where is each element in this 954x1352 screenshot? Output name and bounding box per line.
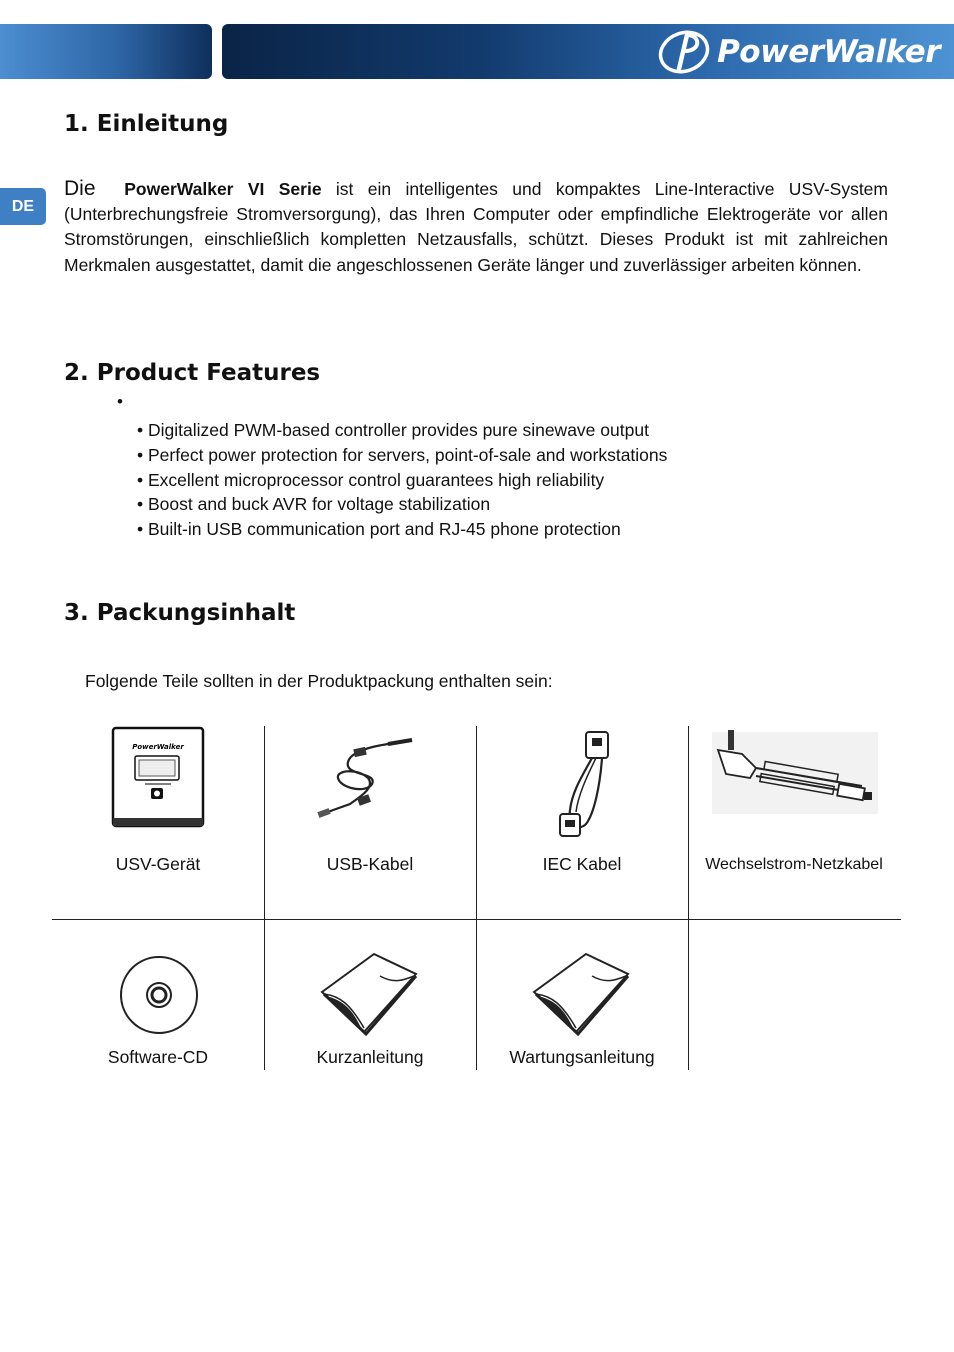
intro-lead-word: Die — [64, 177, 96, 200]
section-heading-features: 2. Product Features — [64, 360, 321, 386]
section-heading-packungsinhalt: 3. Packungsinhalt — [64, 600, 296, 626]
package-item-maintenance-guide — [476, 920, 688, 1070]
ac-power-cord-icon — [712, 728, 878, 816]
package-item-label: Wartungsanleitung — [509, 1047, 655, 1067]
package-item-iec-cable — [476, 726, 688, 919]
feature-item: • Digitalized PWM-based controller provides pure sinewave output — [137, 420, 649, 440]
product-name: PowerWalker VI Serie — [124, 179, 322, 199]
header-band-left — [0, 24, 212, 79]
package-item-ac-power-cord — [688, 726, 900, 919]
svg-text:PowerWalker: PowerWalker — [132, 743, 184, 751]
ups-unit-icon — [111, 726, 205, 828]
intro-text: ist ein intelligentes und kompaktes Line-Interactive USV-System (Unterbrechungsfreie Stromversorgung), das Ihren Computer oder empfindliche Elektrogeräte vor allen Stromstörungen, einschließlich kompletten Netzausfalls, schützt. Dieses Produkt ist mit zahlreichen Merkmalen ausgestattet, damit die angeschlossenen Geräte länger und zuverlässiger arbeiten können. — [64, 179, 888, 275]
intro-paragraph — [64, 176, 888, 278]
section-heading-einleitung: 1. Einleitung — [64, 111, 229, 137]
brand-logo — [657, 28, 940, 76]
language-tab: DE — [0, 188, 46, 225]
powerwalker-logo-icon — [657, 29, 711, 75]
package-item-software-cd — [52, 920, 264, 1070]
package-item-quick-guide — [264, 920, 476, 1070]
empty-bullet: • — [117, 392, 123, 411]
feature-item: • Perfect power protection for servers, point-of-sale and workstations — [137, 444, 668, 465]
package-intro: Folgende Teile sollten in der Produktpackung enthalten sein: — [85, 671, 553, 691]
package-item-label: IEC Kabel — [542, 854, 622, 874]
package-item-label: Kurzanleitung — [316, 1047, 424, 1067]
feature-item: • Built-in USB communication port and RJ-45 phone protection — [137, 519, 621, 540]
usb-cable-icon — [314, 732, 418, 818]
package-item-ups — [52, 726, 264, 919]
booklet-icon — [532, 952, 632, 1036]
booklet-icon — [320, 952, 420, 1036]
iec-cable-icon — [552, 726, 614, 840]
feature-item: • Boost and buck AVR for voltage stabilization — [137, 494, 491, 515]
package-item-label: Wechselstrom-Netzkabel — [705, 856, 883, 873]
package-item-label: Software-CD — [107, 1047, 209, 1067]
package-item-label: USB-Kabel — [326, 854, 414, 874]
cd-icon — [118, 954, 200, 1036]
header-band-right — [222, 24, 954, 79]
package-item-label: USV-Gerät — [115, 854, 201, 874]
feature-item: • Excellent microprocessor control guarantees high reliability — [137, 469, 605, 490]
package-item-usb-cable — [264, 726, 476, 919]
brand-name: PowerWalker — [717, 34, 940, 70]
feature-list — [137, 418, 667, 542]
